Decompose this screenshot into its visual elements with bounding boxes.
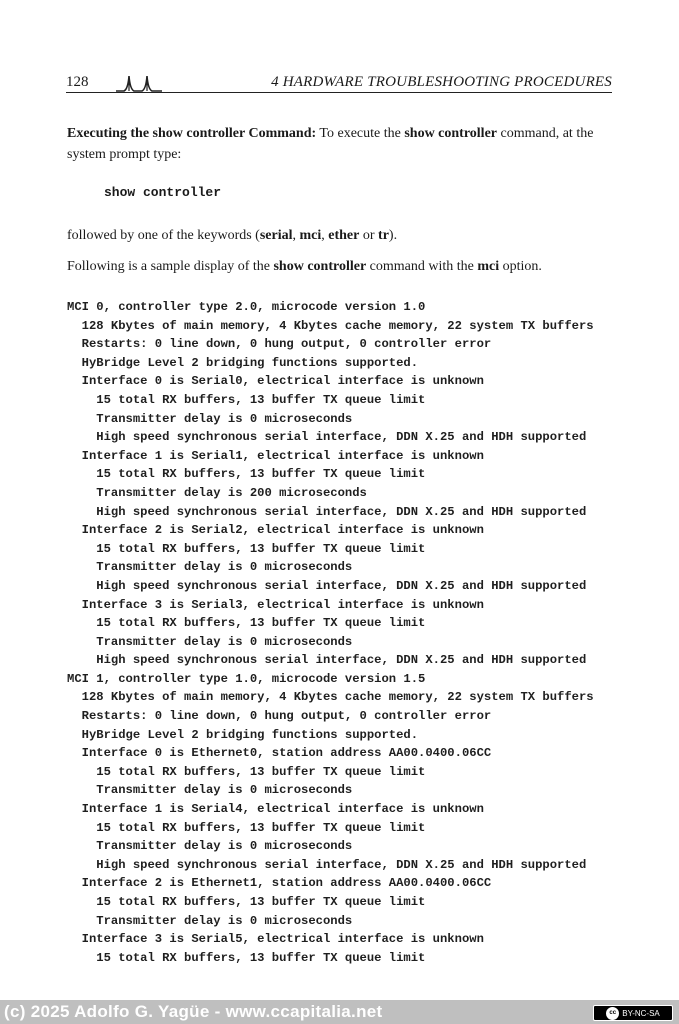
intro-command: show controller — [404, 126, 498, 141]
intro-paragraph — [67, 123, 622, 165]
sample-text-end: option. — [499, 259, 542, 274]
intro-text-end: command, at the system prompt type: — [67, 126, 594, 162]
separator: or — [359, 228, 379, 243]
code-line: High speed synchronous serial interface, DDN X.25 and HDH supported — [67, 430, 587, 445]
code-line: 15 total RX buffers, 13 buffer TX queue limit — [67, 950, 426, 965]
code-line: HyBridge Level 2 bridging functions supported. — [67, 727, 419, 742]
code-line: Restarts: 0 line down, 0 hung output, 0 controller error — [67, 709, 492, 724]
page-number: 128 — [66, 74, 89, 90]
running-head: 4 HARDWARE TROUBLESHOOTING PROCEDURES — [271, 74, 612, 90]
code-line: 15 total RX buffers, 13 buffer TX queue limit — [67, 541, 426, 556]
creative-commons-icon: cc — [606, 1007, 619, 1020]
code-line: High speed synchronous serial interface, DDN X.25 and HDH supported — [67, 578, 587, 593]
code-line: Interface 2 is Serial2, electrical interface is unknown — [67, 523, 484, 538]
code-line: MCI 0, controller type 2.0, microcode version 1.0 — [67, 300, 426, 314]
command-example: show controller — [104, 185, 222, 200]
code-line: High speed synchronous serial interface, DDN X.25 and HDH supported — [67, 857, 587, 872]
code-line: Interface 3 is Serial3, electrical interface is unknown — [67, 597, 484, 612]
code-line: Interface 3 is Serial5, electrical interface is unknown — [67, 932, 484, 947]
keyword-tr: tr — [378, 228, 389, 243]
keywords-text-end: ). — [388, 228, 398, 243]
sample-command: show controller — [273, 259, 367, 274]
sample-text: Following is a sample display of the — [67, 259, 274, 274]
code-line: Restarts: 0 line down, 0 hung output, 0 controller error — [67, 337, 492, 352]
code-line: Transmitter delay is 0 microseconds — [67, 634, 353, 649]
code-line: 128 Kbytes of main memory, 4 Kbytes cache memory, 22 system TX buffers — [67, 690, 594, 705]
code-line: Transmitter delay is 0 microseconds — [67, 913, 353, 928]
header-rule — [66, 92, 612, 93]
keywords-paragraph — [67, 225, 622, 246]
code-line: 15 total RX buffers, 13 buffer TX queue limit — [67, 467, 426, 482]
separator: , — [321, 228, 329, 243]
sample-intro-paragraph — [67, 256, 622, 277]
code-line: Transmitter delay is 0 microseconds — [67, 560, 353, 575]
code-line: 15 total RX buffers, 13 buffer TX queue limit — [67, 895, 426, 909]
keyword-serial: serial — [259, 228, 293, 243]
intro-text: To execute the — [316, 126, 405, 141]
footer-bar — [0, 1000, 679, 1024]
page-header — [66, 72, 612, 96]
code-line: 15 total RX buffers, 13 buffer TX queue limit — [67, 764, 426, 779]
code-line: Transmitter delay is 0 microseconds — [67, 839, 353, 854]
creative-commons-badge — [593, 1005, 673, 1021]
license-label: BY-NC-SA — [622, 1008, 660, 1018]
code-line: Interface 1 is Serial1, electrical interface is unknown — [67, 448, 484, 463]
code-line: Transmitter delay is 0 microseconds — [67, 411, 353, 426]
code-line: High speed synchronous serial interface, DDN X.25 and HDH supported — [67, 504, 587, 519]
code-line: 15 total RX buffers, 13 buffer TX queue limit — [67, 616, 426, 631]
code-line: Transmitter delay is 0 microseconds — [67, 783, 353, 798]
watermark-text: (c) 2025 Adolfo G. Yagüe - www.ccapitalia.net — [4, 1002, 383, 1021]
code-line: Interface 0 is Serial0, electrical interface is unknown — [67, 374, 484, 389]
code-line: Transmitter delay is 200 microseconds — [67, 485, 367, 500]
code-line: Interface 2 is Ethernet1, station address AA00.0400.06CC — [67, 876, 492, 891]
code-line: 15 total RX buffers, 13 buffer TX queue limit — [67, 820, 426, 835]
code-line: Interface 1 is Serial4, electrical interface is unknown — [67, 802, 484, 817]
keyword-mci: mci — [299, 228, 322, 243]
code-line: MCI 1, controller type 1.0, microcode version 1.5 — [67, 671, 426, 686]
keywords-text: followed by one of the keywords ( — [67, 228, 260, 243]
keyword-ether: ether — [328, 228, 360, 243]
separator: , — [292, 228, 300, 243]
code-line: HyBridge Level 2 bridging functions supported. — [67, 355, 419, 370]
command-output-listing — [67, 298, 667, 967]
code-line: Interface 0 is Ethernet0, station address AA00.0400.06CC — [67, 746, 492, 761]
sample-text-mid: command with the — [366, 259, 478, 274]
cisco-bridge-logo-icon — [114, 72, 164, 92]
code-line: 15 total RX buffers, 13 buffer TX queue limit — [67, 392, 426, 407]
code-line: 128 Kbytes of main memory, 4 Kbytes cache memory, 22 system TX buffers — [67, 318, 594, 333]
sample-option: mci — [477, 259, 500, 274]
section-heading: Executing the show controller Command: — [67, 126, 317, 141]
code-line: High speed synchronous serial interface, DDN X.25 and HDH supported — [67, 653, 587, 668]
